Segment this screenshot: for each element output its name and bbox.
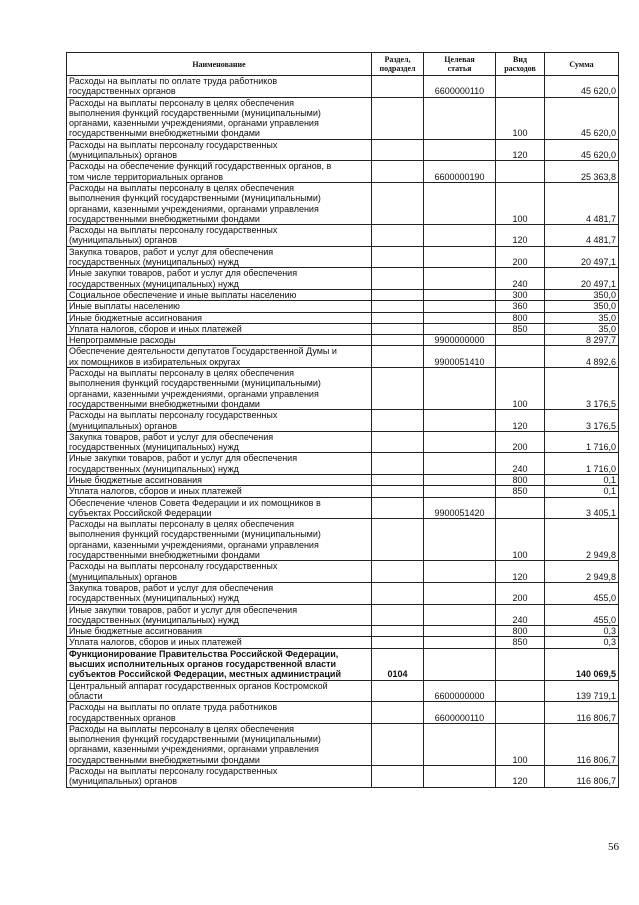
row-name-line: субъектах Российской Федерации — [69, 507, 212, 518]
row-name — [67, 497, 372, 519]
row-sum: 0,1 — [545, 474, 619, 485]
row-section — [372, 431, 424, 453]
table-row — [67, 312, 619, 323]
row-name-line: Закупка товаров, работ и услуг для обеспечения — [69, 246, 274, 257]
row-name-line: Расходы на обеспечение функций государственных органов, в — [69, 161, 332, 172]
row-article — [424, 474, 496, 485]
table-row — [67, 323, 619, 334]
row-name-line: Иные выплаты населению — [69, 301, 180, 312]
row-sum: 3 176,5 — [545, 368, 619, 410]
row-name — [67, 519, 372, 561]
row-name-line: Расходы на выплаты персоналу в целях обеспечения — [69, 368, 294, 379]
row-name-line: Иные бюджетные ассигнования — [69, 626, 203, 637]
row-article — [424, 246, 496, 268]
row-section — [372, 453, 424, 475]
row-article — [424, 323, 496, 334]
row-article — [424, 97, 496, 139]
table-row — [67, 97, 619, 139]
row-kind: 120 — [496, 766, 545, 788]
row-name-line: государственными внебюджетными фондами — [69, 550, 260, 561]
row-article: 9900051410 — [424, 346, 496, 368]
row-sum: 139 719,1 — [545, 680, 619, 702]
row-article: 6600000110 — [424, 76, 496, 98]
row-name-line: области — [69, 690, 103, 701]
row-name-line: (муниципальных) органов — [69, 235, 178, 246]
row-name — [67, 161, 372, 183]
row-name-line: (муниципальных) органов — [69, 420, 178, 431]
row-name-line: Центральный аппарат государственных органов Костромской — [69, 680, 328, 691]
row-section — [372, 289, 424, 300]
row-sum: 35,0 — [545, 323, 619, 334]
row-name — [67, 301, 372, 312]
row-sum: 45 620,0 — [545, 76, 619, 98]
row-name-line: Расходы на выплаты персоналу в целях обеспечения — [69, 97, 294, 108]
row-article — [424, 410, 496, 432]
row-name — [67, 702, 372, 724]
row-section — [372, 604, 424, 626]
row-name-line: Обеспечение членов Совета Федерации и их помощников в — [69, 497, 321, 508]
page-number: 56 — [608, 841, 619, 853]
row-name — [67, 225, 372, 247]
row-name-line: Расходы на выплаты персоналу государственных — [69, 225, 278, 236]
row-kind: 800 — [496, 474, 545, 485]
row-kind: 100 — [496, 723, 545, 765]
row-name — [67, 368, 372, 410]
row-section — [372, 519, 424, 561]
row-name — [67, 766, 372, 788]
row-name-line: субъектов Российской Федерации, местных администраций — [69, 669, 341, 680]
row-article — [424, 766, 496, 788]
table-row — [67, 268, 619, 290]
header-name: Наименование — [67, 53, 372, 76]
row-kind — [496, 680, 545, 702]
row-name-line: выполнения функций государственными (муниципальными) — [69, 734, 321, 745]
table-row — [67, 702, 619, 724]
row-section — [372, 182, 424, 224]
row-name-line: выполнения функций государственными (муниципальными) — [69, 378, 321, 389]
row-kind — [496, 76, 545, 98]
row-sum: 4 892,6 — [545, 346, 619, 368]
table-row — [67, 161, 619, 183]
row-name — [67, 182, 372, 224]
table-row — [67, 723, 619, 765]
row-name — [67, 268, 372, 290]
row-name — [67, 637, 372, 648]
budget-sheet — [66, 52, 618, 788]
table-row — [67, 474, 619, 485]
row-name — [67, 474, 372, 485]
row-name-line: (муниципальных) органов — [69, 150, 178, 161]
row-name-line: государственных (муниципальных) нужд — [69, 593, 239, 604]
table-row — [67, 139, 619, 161]
row-article — [424, 225, 496, 247]
row-name — [67, 323, 372, 334]
row-name-line: Расходы на выплаты персоналу государственных — [69, 766, 278, 776]
table-row — [67, 766, 619, 788]
row-section — [372, 474, 424, 485]
row-article — [424, 268, 496, 290]
table-row — [67, 182, 619, 224]
row-section — [372, 97, 424, 139]
row-section — [372, 497, 424, 519]
row-name-line: Уплата налогов, сборов и иных платежей — [69, 486, 242, 497]
table-row — [67, 289, 619, 300]
row-name-line: Закупка товаров, работ и услуг для обеспечения — [69, 431, 274, 442]
row-sum: 4 481,7 — [545, 225, 619, 247]
table-row — [67, 680, 619, 702]
row-section — [372, 680, 424, 702]
row-name-line: органами, казенными учреждениями, органами управления — [69, 388, 319, 399]
row-sum: 4 481,7 — [545, 182, 619, 224]
row-kind: 800 — [496, 626, 545, 637]
row-name-line: том числе территориальных органов — [69, 171, 224, 182]
table-row — [67, 604, 619, 626]
row-kind — [496, 335, 545, 346]
header-section: Раздел, подраздел — [372, 53, 424, 76]
row-section — [372, 626, 424, 637]
row-name — [67, 431, 372, 453]
table-row — [67, 335, 619, 346]
row-kind: 100 — [496, 97, 545, 139]
row-kind: 100 — [496, 368, 545, 410]
row-sum: 45 620,0 — [545, 139, 619, 161]
row-article — [424, 486, 496, 497]
row-section — [372, 301, 424, 312]
row-kind: 800 — [496, 312, 545, 323]
row-name — [67, 486, 372, 497]
row-kind: 360 — [496, 301, 545, 312]
row-name-line: Закупка товаров, работ и услуг для обеспечения — [69, 582, 274, 593]
row-kind — [496, 497, 545, 519]
row-section — [372, 637, 424, 648]
row-name-line: государственных органов — [69, 86, 176, 97]
row-name — [67, 561, 372, 583]
table-row — [67, 497, 619, 519]
row-name-line: Иные бюджетные ассигнования — [69, 312, 203, 323]
row-name-line: Уплата налогов, сборов и иных платежей — [69, 637, 242, 648]
row-article — [424, 519, 496, 561]
row-section — [372, 323, 424, 334]
row-section — [372, 561, 424, 583]
row-name — [67, 97, 372, 139]
row-name-line: Иные закупки товаров, работ и услуг для обеспечения — [69, 268, 298, 279]
row-name-line: выполнения функций государственными (муниципальными) — [69, 193, 321, 204]
row-section — [372, 246, 424, 268]
row-section — [372, 139, 424, 161]
table-row — [67, 431, 619, 453]
row-name-line: (муниципальных) органов — [69, 571, 178, 582]
row-name-line: государственными внебюджетными фондами — [69, 128, 260, 139]
row-name-line: Расходы на выплаты персоналу в целях обеспечения — [69, 182, 294, 193]
row-sum: 35,0 — [545, 312, 619, 323]
row-article — [424, 182, 496, 224]
row-name-line: Расходы на выплаты по оплате труда работников — [69, 702, 278, 713]
row-sum: 3 405,1 — [545, 497, 619, 519]
row-article: 6600000190 — [424, 161, 496, 183]
row-kind — [496, 648, 545, 680]
row-name-line: государственных (муниципальных) нужд — [69, 257, 239, 268]
row-sum: 140 069,5 — [545, 648, 619, 680]
row-sum: 3 176,5 — [545, 410, 619, 432]
row-kind: 200 — [496, 431, 545, 453]
row-name-line: Расходы на выплаты по оплате труда работников — [69, 76, 278, 86]
table-row — [67, 582, 619, 604]
row-name-line: высших исполнительных органов государственной власти — [69, 659, 337, 670]
table-header-row — [67, 53, 619, 76]
row-name — [67, 453, 372, 475]
row-name-line: государственными внебюджетными фондами — [69, 398, 260, 409]
table-row — [67, 301, 619, 312]
table-row — [67, 410, 619, 432]
row-sum: 350,0 — [545, 289, 619, 300]
row-name-line: Расходы на выплаты персоналу в целях обеспечения — [69, 723, 294, 734]
row-section — [372, 268, 424, 290]
row-name-line: (муниципальных) органов — [69, 776, 178, 787]
row-name — [67, 723, 372, 765]
row-kind: 200 — [496, 246, 545, 268]
row-article: 6600000110 — [424, 702, 496, 724]
row-article — [424, 368, 496, 410]
row-name-line: Расходы на выплаты персоналу государственных — [69, 139, 278, 150]
table-body — [67, 76, 619, 788]
row-name — [67, 410, 372, 432]
row-name — [67, 648, 372, 680]
table-row — [67, 76, 619, 98]
row-section — [372, 225, 424, 247]
row-name-line: Непрограммные расходы — [69, 335, 176, 346]
table-row — [67, 486, 619, 497]
row-kind: 120 — [496, 139, 545, 161]
budget-table — [66, 52, 619, 788]
row-kind — [496, 161, 545, 183]
row-sum: 2 949,8 — [545, 561, 619, 583]
row-name-line: государственных (муниципальных) нужд — [69, 463, 239, 474]
row-name-line: Функционирование Правительства Российской Федерации, — [69, 648, 339, 659]
row-section — [372, 702, 424, 724]
row-name-line: государственными внебюджетными фондами — [69, 213, 260, 224]
row-kind — [496, 702, 545, 724]
row-name-line: органами, казенными учреждениями, органами управления — [69, 118, 319, 129]
table-row — [67, 519, 619, 561]
table-row — [67, 368, 619, 410]
row-sum: 20 497,1 — [545, 246, 619, 268]
table-row — [67, 453, 619, 475]
table-row — [67, 637, 619, 648]
table-row — [67, 561, 619, 583]
row-section — [372, 76, 424, 98]
row-kind: 120 — [496, 410, 545, 432]
row-name-line: их помощников в избирательных округах — [69, 356, 241, 367]
row-name-line: органами, казенными учреждениями, органами управления — [69, 744, 319, 755]
row-name-line: государственных (муниципальных) нужд — [69, 278, 239, 289]
row-kind: 100 — [496, 182, 545, 224]
row-name-line: выполнения функций государственными (муниципальными) — [69, 529, 321, 540]
row-article — [424, 648, 496, 680]
row-kind: 240 — [496, 453, 545, 475]
row-kind: 850 — [496, 323, 545, 334]
row-kind: 200 — [496, 582, 545, 604]
row-sum: 20 497,1 — [545, 268, 619, 290]
row-name-line: государственных (муниципальных) нужд — [69, 442, 239, 453]
row-article — [424, 453, 496, 475]
row-kind — [496, 346, 545, 368]
row-sum: 25 363,8 — [545, 161, 619, 183]
row-section — [372, 335, 424, 346]
row-article — [424, 139, 496, 161]
row-section — [372, 368, 424, 410]
header-article: Целевая статья — [424, 53, 496, 76]
row-name-line: органами, казенными учреждениями, органами управления — [69, 203, 319, 214]
table-row — [67, 346, 619, 368]
table-row — [67, 246, 619, 268]
row-name — [67, 289, 372, 300]
row-article: 9900051420 — [424, 497, 496, 519]
row-name — [67, 582, 372, 604]
row-sum: 116 806,7 — [545, 766, 619, 788]
row-kind: 120 — [496, 561, 545, 583]
row-article: 9900000000 — [424, 335, 496, 346]
header-sum: Сумма — [545, 53, 619, 76]
row-article — [424, 626, 496, 637]
row-kind: 240 — [496, 604, 545, 626]
row-name-line: Уплата налогов, сборов и иных платежей — [69, 323, 242, 334]
row-article — [424, 312, 496, 323]
row-article — [424, 431, 496, 453]
row-name — [67, 312, 372, 323]
row-section — [372, 486, 424, 497]
row-kind: 850 — [496, 486, 545, 497]
row-section — [372, 312, 424, 323]
row-name — [67, 76, 372, 98]
row-section — [372, 346, 424, 368]
row-kind: 240 — [496, 268, 545, 290]
row-name-line: государственных (муниципальных) нужд — [69, 614, 239, 625]
row-kind: 100 — [496, 519, 545, 561]
row-section — [372, 766, 424, 788]
row-section — [372, 161, 424, 183]
row-article — [424, 289, 496, 300]
row-name — [67, 246, 372, 268]
row-article — [424, 582, 496, 604]
row-section — [372, 582, 424, 604]
row-sum: 0,3 — [545, 626, 619, 637]
row-kind: 300 — [496, 289, 545, 300]
table-row — [67, 648, 619, 680]
row-name-line: Расходы на выплаты персоналу государственных — [69, 410, 278, 421]
header-kind: Вид расходов — [496, 53, 545, 76]
row-name — [67, 335, 372, 346]
row-sum: 45 620,0 — [545, 97, 619, 139]
row-section — [372, 723, 424, 765]
row-kind: 120 — [496, 225, 545, 247]
row-name — [67, 626, 372, 637]
row-name-line: Иные бюджетные ассигнования — [69, 474, 203, 485]
row-sum: 455,0 — [545, 604, 619, 626]
row-sum: 455,0 — [545, 582, 619, 604]
row-article — [424, 637, 496, 648]
row-name-line: государственных органов — [69, 712, 176, 723]
row-sum: 2 949,8 — [545, 519, 619, 561]
row-name-line: Расходы на выплаты персоналу государственных — [69, 561, 278, 572]
row-sum: 116 806,7 — [545, 702, 619, 724]
row-name-line: государственными внебюджетными фондами — [69, 754, 260, 765]
row-name — [67, 604, 372, 626]
row-section — [372, 410, 424, 432]
row-name — [67, 680, 372, 702]
row-sum: 8 297,7 — [545, 335, 619, 346]
row-name-line: Расходы на выплаты персоналу в целях обеспечения — [69, 519, 294, 530]
row-sum: 350,0 — [545, 301, 619, 312]
row-article — [424, 561, 496, 583]
row-article — [424, 604, 496, 626]
row-section: 0104 — [372, 648, 424, 680]
table-row — [67, 225, 619, 247]
row-name-line: Иные закупки товаров, работ и услуг для обеспечения — [69, 453, 298, 464]
row-article — [424, 723, 496, 765]
row-name — [67, 346, 372, 368]
table-row — [67, 626, 619, 637]
row-name — [67, 139, 372, 161]
row-kind: 850 — [496, 637, 545, 648]
row-sum: 1 716,0 — [545, 453, 619, 475]
row-article — [424, 301, 496, 312]
row-name-line: Обеспечение деятельности депутатов Государственной Думы и — [69, 346, 337, 357]
row-sum: 0,1 — [545, 486, 619, 497]
row-name-line: органами, казенными учреждениями, органами управления — [69, 539, 319, 550]
row-sum: 116 806,7 — [545, 723, 619, 765]
row-name-line: выполнения функций государственными (муниципальными) — [69, 107, 321, 118]
row-name-line: Иные закупки товаров, работ и услуг для обеспечения — [69, 604, 298, 615]
row-article: 6600000000 — [424, 680, 496, 702]
row-sum: 0,3 — [545, 637, 619, 648]
row-sum: 1 716,0 — [545, 431, 619, 453]
row-name-line: Социальное обеспечение и иные выплаты населению — [69, 289, 297, 300]
